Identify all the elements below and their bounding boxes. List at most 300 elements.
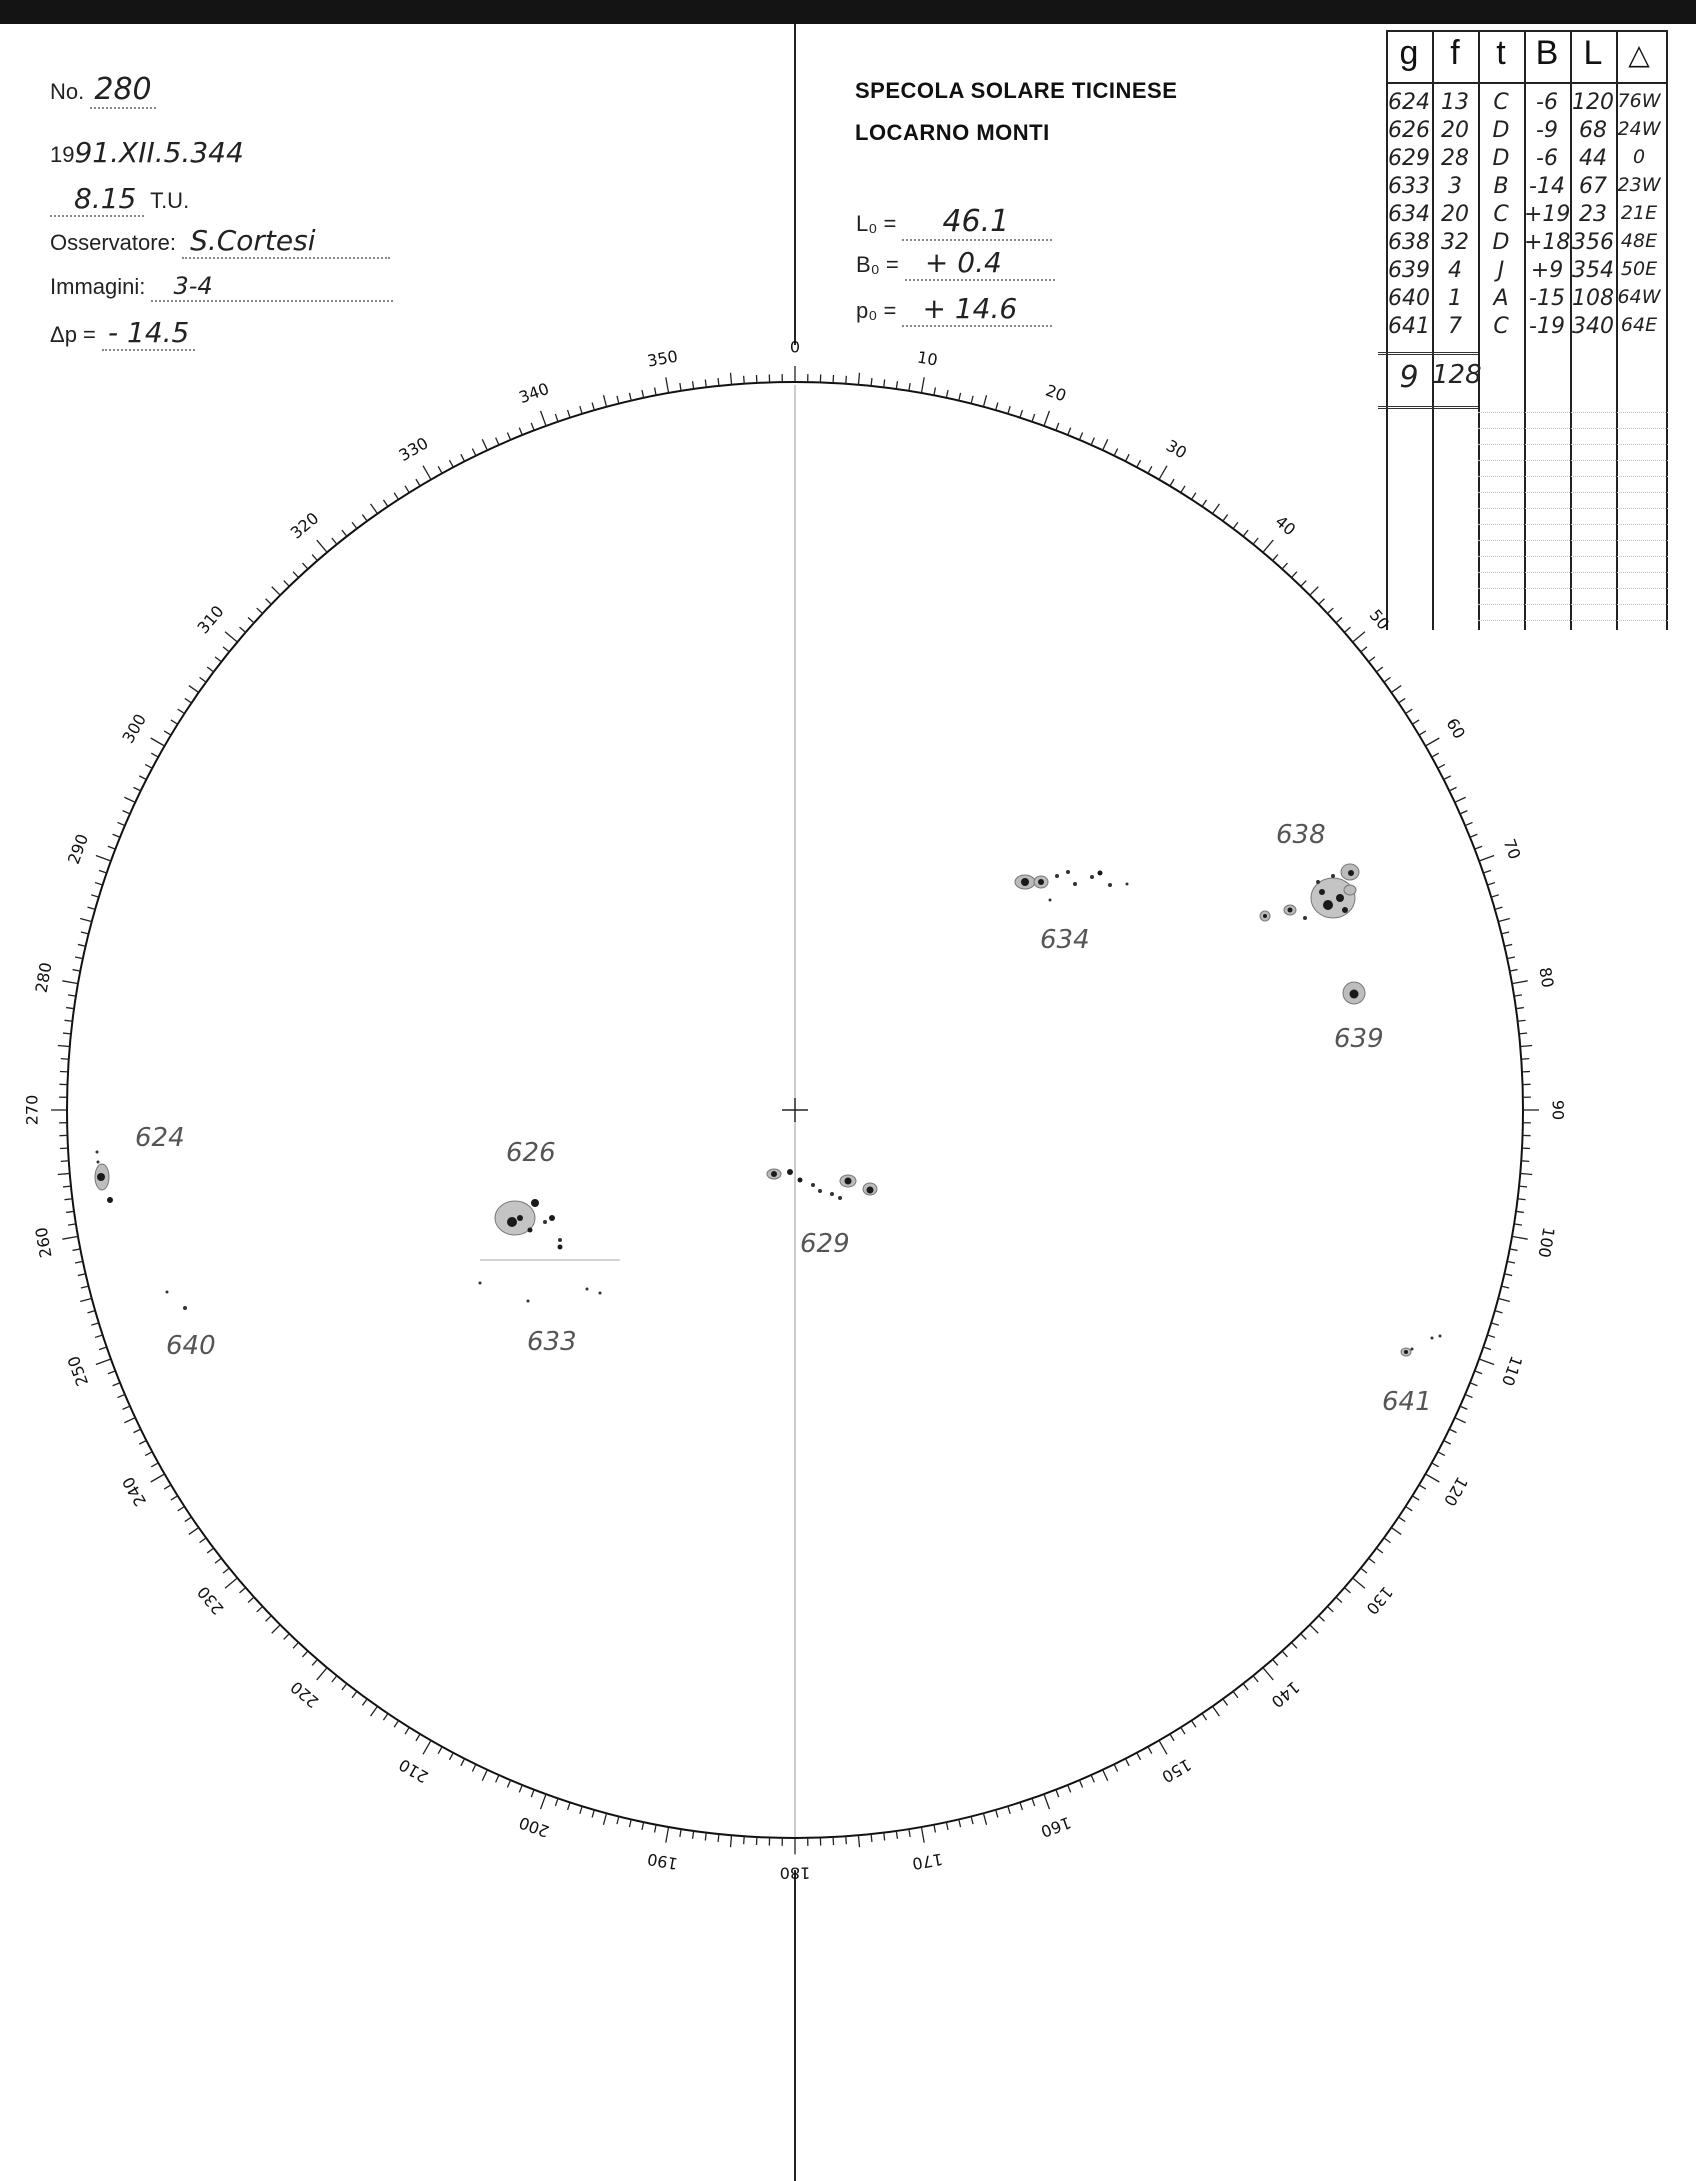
table-cell-group: 638 [1388, 230, 1430, 255]
dial-tick [342, 1684, 347, 1690]
dial-tick [449, 1753, 453, 1760]
dial-tick [73, 1249, 81, 1251]
dial-tick [1327, 1606, 1333, 1611]
dial-tick [189, 686, 199, 693]
B0-line: B₀ = + 0.4 [856, 246, 1055, 281]
table-cell-type: D [1492, 230, 1510, 255]
dial-tick [896, 1831, 897, 1839]
dial-tick [461, 454, 465, 461]
dial-tick [1291, 1642, 1296, 1648]
table-cell-lon: 108 [1572, 286, 1614, 311]
dial-tick [1487, 1335, 1495, 1337]
dial-tick [66, 1211, 74, 1212]
dial-tick [145, 764, 152, 768]
dial-tick [215, 657, 221, 662]
dial-tick [185, 1517, 192, 1521]
table-cell-type: A [1493, 286, 1509, 311]
dial-tick [124, 1418, 135, 1423]
dial-tick [1243, 1684, 1248, 1690]
dial-tick [1310, 1625, 1318, 1633]
dial-tick [1399, 1517, 1406, 1521]
group-626-drawing [495, 1199, 563, 1250]
dial-tick [846, 1836, 847, 1844]
dial-tick [1444, 776, 1451, 780]
dial-tick [1495, 907, 1503, 909]
dial-tick [909, 1829, 910, 1837]
dial-tick [1491, 895, 1499, 897]
dial-tick [1425, 738, 1439, 746]
dial-tick [1520, 1173, 1532, 1174]
dial-tick [1091, 1775, 1094, 1782]
table-cell-lon: 23 [1579, 202, 1607, 227]
table-cell-type: C [1493, 90, 1509, 115]
dial-tick [248, 618, 254, 623]
dial-tick [1376, 1548, 1382, 1553]
table-cell-spots: 4 [1448, 258, 1462, 283]
dial-tick [81, 932, 89, 934]
header-f: f [1450, 34, 1460, 72]
table-cell-spots: 13 [1441, 90, 1469, 115]
dial-tick [603, 395, 606, 407]
table-cell-lat: -15 [1529, 286, 1565, 311]
dial-tick [66, 1008, 74, 1009]
dial-label: 260 [31, 1225, 56, 1260]
dial-tick [1344, 1588, 1350, 1593]
dial-tick [519, 428, 522, 435]
dial-tick [145, 1452, 152, 1456]
table-cell-lat: -14 [1529, 174, 1565, 199]
dial-label: 160 [1038, 1812, 1074, 1842]
dial-tick [362, 515, 367, 521]
dial-tick [1148, 466, 1152, 473]
table-cell-cmd: 21E [1620, 202, 1658, 224]
dial-label: 150 [1158, 1754, 1195, 1787]
dial-tick [1223, 515, 1228, 521]
dial-tick [519, 1785, 522, 1792]
dial-tick [118, 1394, 125, 1397]
dial-tick [317, 540, 327, 552]
dial-tick [1032, 1798, 1035, 1806]
dial-tick [896, 381, 897, 389]
dial-tick [541, 1794, 546, 1809]
dial-tick [1516, 1008, 1524, 1009]
dial-tick [1495, 1311, 1503, 1313]
dial-label: 340 [516, 378, 552, 408]
dial-label: 10 [915, 347, 940, 370]
dial-tick [139, 1441, 146, 1445]
dial-tick [1114, 1764, 1118, 1771]
dial-tick [1516, 1211, 1524, 1212]
dial-tick [64, 1199, 72, 1200]
dial-tick [666, 1827, 669, 1843]
dial-tick [1361, 1568, 1367, 1573]
dial-tick [88, 1311, 96, 1313]
dial-tick [352, 522, 357, 528]
dial-tick [416, 1734, 420, 1741]
dial-tick [617, 1816, 619, 1824]
dial-tick [1126, 1759, 1130, 1766]
dial-tick [405, 1727, 409, 1734]
table-cell-cmd: 0 [1632, 146, 1646, 168]
dial-label: 70 [1499, 836, 1525, 862]
dial-tick [75, 1261, 83, 1263]
dial-tick [1487, 883, 1495, 885]
dial-tick [1126, 454, 1130, 461]
dial-tick [342, 530, 347, 536]
table-cell-cmd: 50E [1620, 258, 1658, 280]
dial-tick [1369, 1558, 1375, 1563]
dial-tick [934, 1825, 936, 1833]
table-cell-lat: -6 [1536, 90, 1558, 115]
table-cell-type: C [1493, 202, 1509, 227]
group-633-drawing [479, 1260, 621, 1303]
dial-tick [1263, 1668, 1273, 1680]
dial-tick [293, 572, 298, 578]
table-cell-spots: 32 [1441, 230, 1469, 255]
dial-tick [312, 1659, 317, 1665]
dial-label: 270 [22, 1094, 42, 1126]
p0-value: + 14.6 [902, 292, 1052, 327]
dial-tick [1103, 1770, 1108, 1781]
dial-tick [531, 1790, 534, 1797]
dial-tick [61, 1161, 69, 1162]
dial-tick [1319, 1616, 1325, 1622]
dial-tick [171, 1496, 178, 1500]
dial-label: 280 [31, 960, 56, 995]
dial-tick [1170, 1734, 1174, 1741]
dial-tick [64, 1020, 72, 1021]
table-cell-group: 639 [1388, 258, 1430, 283]
dial-label: 330 [395, 433, 432, 466]
dial-tick [1521, 1161, 1529, 1162]
dial-tick [1191, 493, 1195, 500]
time-value: 8.15 [50, 182, 144, 217]
dial-tick [1475, 1371, 1482, 1374]
dial-tick [438, 466, 442, 473]
dial-tick [68, 995, 76, 996]
dial-tick [1479, 856, 1494, 861]
table-cell-cmd: 24W [1617, 118, 1661, 140]
dial-tick [1291, 572, 1296, 578]
dial-tick [1519, 1186, 1527, 1187]
dial-tick [1521, 1059, 1529, 1060]
total-spots: 128 [1432, 360, 1482, 390]
dial-tick [133, 787, 140, 791]
dial-tick [1273, 555, 1278, 561]
dial-tick [971, 396, 973, 404]
dial-tick [1253, 538, 1258, 544]
report-number: No. 280 [50, 72, 156, 109]
dial-tick [185, 698, 192, 702]
dial-tick [507, 1780, 510, 1787]
dial-tick [507, 433, 510, 440]
table-cell-lon: 354 [1572, 258, 1614, 283]
dial-tick [921, 1827, 924, 1843]
dial-tick [1432, 753, 1439, 757]
dial-tick [1253, 1676, 1258, 1682]
dial-tick [449, 460, 453, 467]
table-cell-spots: 20 [1441, 202, 1469, 227]
dial-tick [1406, 1506, 1413, 1510]
header-delta: △ [1628, 39, 1650, 70]
dial-tick [91, 895, 99, 897]
table-cell-lon: 67 [1579, 174, 1607, 199]
dial-tick [266, 1616, 272, 1622]
dial-tick [1449, 1429, 1456, 1433]
dial-tick [248, 1597, 254, 1602]
observatory-name: SPECOLA SOLARE TICINESE [855, 78, 1178, 103]
dial-tick [1020, 410, 1022, 418]
dial-tick [1202, 1714, 1206, 1721]
dial-tick [1159, 1740, 1167, 1754]
table-cell-type: D [1492, 146, 1510, 171]
dial-tick [1282, 563, 1287, 569]
dial-tick [225, 1578, 237, 1588]
dial-tick [1438, 764, 1445, 768]
table-cell-spots: 28 [1441, 146, 1469, 171]
dial-tick [1213, 1706, 1220, 1716]
dial-tick [383, 500, 387, 507]
dial-tick [680, 1829, 681, 1837]
dial-tick [472, 448, 476, 455]
dial-tick [1068, 428, 1071, 435]
dial-label: 0 [789, 337, 801, 357]
dial-tick [1233, 522, 1238, 528]
dial-label: 320 [286, 508, 323, 543]
dial-tick [1406, 709, 1413, 713]
dial-tick [95, 883, 103, 885]
dial-tick [123, 1406, 130, 1409]
dial-tick [1056, 1790, 1059, 1797]
table-cell-group: 626 [1388, 118, 1430, 143]
dial-tick [63, 1186, 71, 1187]
dial-tick [744, 1836, 745, 1844]
dial-label: 120 [1439, 1473, 1472, 1510]
dial-tick [1425, 1474, 1439, 1482]
dial-tick [884, 1833, 885, 1841]
dial-tick [99, 1347, 107, 1350]
report-number-value: 280 [90, 72, 155, 109]
dial-label: 310 [193, 601, 228, 638]
observer-line: Osservatore: S.Cortesi [50, 224, 390, 259]
dial-tick [303, 1651, 308, 1657]
dial-tick [352, 1691, 357, 1697]
table-cell-spots: 7 [1448, 314, 1462, 339]
table-cell-lon: 120 [1572, 90, 1614, 115]
dial-tick [272, 587, 280, 595]
dial-tick [1519, 1033, 1527, 1034]
dial-tick [1501, 932, 1509, 934]
table-cell-group: 641 [1388, 314, 1430, 339]
dial-tick [1520, 1046, 1532, 1047]
dial-tick [592, 403, 594, 411]
dial-tick [1336, 618, 1342, 623]
dial-label: 50 [1365, 605, 1394, 634]
dial-tick [223, 1568, 229, 1573]
dial-tick [293, 1642, 298, 1648]
dial-tick [200, 1538, 206, 1543]
dial-tick [871, 1834, 872, 1842]
dial-label: 250 [63, 1353, 93, 1389]
date-value: 91.XII.5.344 [74, 136, 244, 169]
dial-tick [1191, 1721, 1195, 1728]
dial-tick [1344, 627, 1350, 632]
dial-tick [531, 423, 534, 430]
dial-tick [257, 1606, 263, 1611]
dial-tick [78, 944, 86, 946]
dial-label: 170 [910, 1849, 945, 1874]
dial-tick [312, 555, 317, 561]
dial-tick [1444, 1441, 1451, 1445]
dial-tick [423, 466, 431, 480]
dial-tick [80, 1298, 92, 1301]
dial-tick [1512, 1236, 1528, 1239]
dial-tick [1498, 918, 1510, 921]
dial-tick [240, 1588, 246, 1593]
dial-tick [223, 647, 229, 652]
p0-line: p₀ = + 14.6 [856, 292, 1052, 327]
table-cell-type: B [1493, 174, 1509, 199]
dial-tick [1008, 1806, 1010, 1814]
dial-tick [1319, 599, 1325, 605]
dial-tick [482, 439, 487, 450]
dial-tick [405, 486, 409, 493]
dial-label: 300 [118, 710, 151, 747]
group-label-639: 639 [1334, 1024, 1384, 1054]
dial-tick [1510, 1249, 1518, 1251]
dial-label: 130 [1362, 1582, 1397, 1619]
table-cell-spots: 3 [1448, 174, 1462, 199]
L0-line: L₀ = 46.1 [856, 204, 1052, 241]
group-label-638: 638 [1276, 820, 1326, 850]
dial-tick [1336, 1597, 1342, 1602]
dial-tick [1391, 1528, 1401, 1535]
dial-tick [96, 856, 111, 861]
dial-tick [1384, 677, 1390, 682]
dial-tick [655, 1825, 657, 1833]
dial-tick [207, 667, 213, 672]
dial-label: 350 [645, 346, 680, 371]
header-t: t [1496, 34, 1506, 72]
dial-tick [1470, 834, 1477, 837]
dial-tick [1384, 1538, 1390, 1543]
L0-value: 46.1 [902, 204, 1052, 241]
dial-tick [1353, 632, 1365, 642]
dial-tick [603, 1813, 606, 1825]
table-cell-type: C [1493, 314, 1509, 339]
dial-tick [362, 1699, 367, 1705]
dial-tick [744, 376, 745, 384]
dial-tick [178, 709, 185, 713]
group-label-629: 629 [800, 1229, 850, 1259]
group-639-drawing [1343, 982, 1365, 1004]
dial-tick [1079, 433, 1082, 440]
dial-tick [555, 414, 558, 422]
dial-tick [1020, 1802, 1022, 1810]
group-label-634: 634 [1040, 925, 1090, 955]
dial-label: 210 [395, 1754, 432, 1787]
dial-tick [371, 504, 378, 514]
dial-tick [383, 1714, 387, 1721]
dial-tick [1432, 1463, 1439, 1467]
dial-tick [118, 822, 125, 825]
dial-tick [1504, 1274, 1512, 1276]
dial-tick [416, 479, 420, 486]
dial-tick [461, 1759, 465, 1766]
dial-label: 200 [516, 1812, 552, 1842]
dial-tick [1327, 608, 1333, 613]
dial-tick [1032, 414, 1035, 422]
dial-tick [946, 390, 948, 398]
dial-tick [423, 1740, 431, 1754]
dial-tick [1460, 1406, 1467, 1409]
group-640-drawing [166, 1291, 188, 1311]
dial-tick [858, 1835, 859, 1847]
dial-tick [1223, 1699, 1228, 1705]
dial-tick [1455, 1418, 1466, 1423]
dial-tick [1449, 787, 1456, 791]
table-cell-lat: +18 [1524, 230, 1571, 255]
dial-tick [1518, 1020, 1526, 1021]
dial-tick [266, 599, 272, 605]
dial-tick [959, 393, 961, 401]
dial-tick [909, 383, 910, 391]
dial-tick [718, 378, 719, 386]
dial-tick [1233, 1691, 1238, 1697]
date-line: 1991.XII.5.344 [50, 136, 244, 169]
dial-tick [1170, 479, 1174, 486]
dial-tick [1263, 540, 1273, 552]
dial-tick [1498, 1298, 1510, 1301]
table-cell-group: 640 [1388, 286, 1430, 311]
dial-label: 40 [1271, 511, 1300, 540]
table-cell-group: 629 [1388, 146, 1430, 171]
dial-tick [62, 1236, 78, 1239]
dial-tick [1399, 698, 1406, 702]
dial-tick [1460, 811, 1467, 814]
dial-label: 230 [193, 1582, 228, 1619]
table-cell-lat: +9 [1530, 258, 1564, 283]
dial-tick [394, 493, 398, 500]
dial-tick [718, 1834, 719, 1842]
dial-tick [1465, 822, 1472, 825]
dial-tick [139, 776, 146, 780]
dial-label: 110 [1497, 1353, 1527, 1389]
dial-tick [971, 1816, 973, 1824]
dial-tick [642, 1822, 644, 1830]
table-cell-spots: 1 [1448, 286, 1462, 311]
dial-tick [73, 970, 81, 972]
dial-tick [1501, 1286, 1509, 1288]
dial-tick [88, 907, 96, 909]
dial-tick [555, 1798, 558, 1806]
dial-tick [731, 1835, 732, 1847]
dial-tick [1514, 1224, 1522, 1225]
dial-tick [1491, 1323, 1499, 1325]
dial-tick [96, 1359, 111, 1364]
dial-tick [1159, 466, 1167, 480]
dial-tick [62, 981, 78, 984]
dial-tick [1419, 731, 1426, 735]
dial-tick [200, 677, 206, 682]
dial-tick [946, 1822, 948, 1830]
dial-label: 100 [1534, 1225, 1559, 1260]
group-641-drawing [1401, 1335, 1442, 1357]
dial-tick [642, 390, 644, 398]
dial-tick [80, 918, 92, 921]
dial-tick [164, 1485, 171, 1489]
dial-tick [61, 1059, 69, 1060]
